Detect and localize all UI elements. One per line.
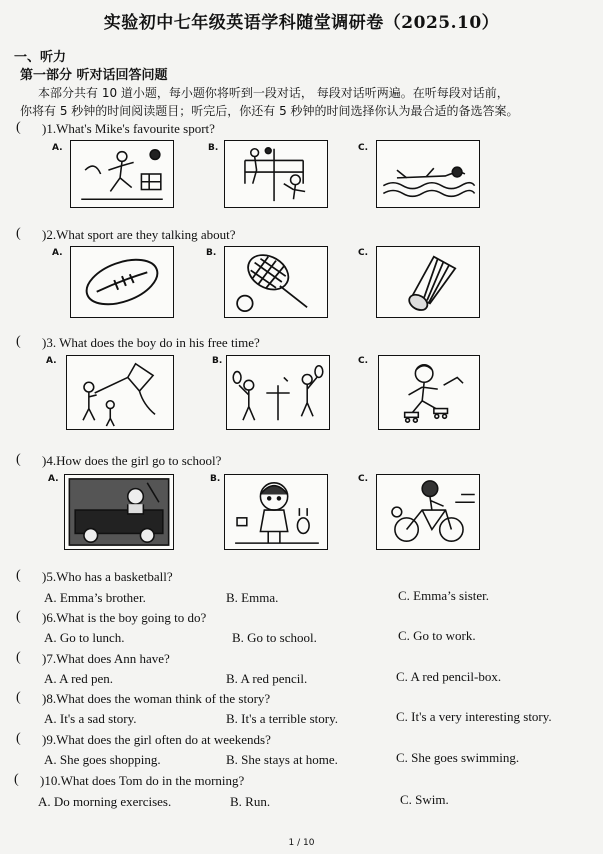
question-5: )5.Who has a basketball? [42,569,173,584]
q9-option-a[interactable]: A. She goes shopping. [44,752,161,767]
question-10: )10.What does Tom do in the morning? [40,773,245,788]
option-label-1a: A. [52,143,63,153]
q7-option-c[interactable]: C. A red pencil-box. [396,669,502,684]
q10-option-a[interactable]: A. Do morning exercises. [38,794,172,809]
walking-girl-icon[interactable] [224,474,328,550]
instructions-line-1: 本部分共有 10 道小题，每小题你将听到一段对话， 每段对话听两遍。在听每段对话前， [38,86,509,100]
answer-blank-5[interactable]: ( [16,568,21,583]
option-label-2c: C. [358,248,369,258]
answer-blank-8[interactable]: ( [16,690,21,705]
swimmer-icon[interactable] [376,140,480,208]
answer-blank-6[interactable]: ( [16,609,21,624]
q5-option-c[interactable]: C. Emma’s sister. [398,588,489,603]
answer-blank-7[interactable]: ( [16,650,21,665]
question-9: )9.What does the girl often do at weekends? [42,732,271,747]
option-label-3a: A. [46,356,57,366]
answer-blank-9[interactable]: ( [16,731,21,746]
q6-option-a[interactable]: A. Go to lunch. [44,630,125,645]
answer-blank-4[interactable]: ( [16,452,21,467]
instructions-line-2: 你将有 5 秒钟的时间阅读题目；听完后，你还有 5 秒钟的时间选择你认为最合适的备选答案。 [20,104,519,118]
car-icon[interactable] [64,474,174,550]
q7-option-b[interactable]: B. A red pencil. [226,671,308,686]
option-label-2a: A. [52,248,63,258]
option-label-3c: C. [358,356,369,366]
option-label-2b: B. [206,248,217,258]
q9-option-c[interactable]: C. She goes swimming. [396,750,520,765]
answer-blank-2[interactable]: ( [16,226,21,241]
question-1: )1.What's Mike's favourite sport? [42,121,215,136]
badminton-players-icon[interactable] [226,355,330,430]
q5-option-b[interactable]: B. Emma. [226,590,279,605]
q8-option-c[interactable]: C. It's a very interesting story. [396,709,552,724]
rugby-ball-icon[interactable] [70,246,174,318]
answer-blank-3[interactable]: ( [16,334,21,349]
part-heading: 第一部分 听对话回答问题 [20,68,168,83]
question-7: )7.What does Ann have? [42,651,170,666]
answer-blank-1[interactable]: ( [16,120,21,135]
section-heading: 一、听力 [14,50,67,65]
question-2: )2.What sport are they talking about? [42,227,236,242]
question-3: )3. What does the boy do in his free time? [42,335,260,350]
option-label-4c: C. [358,474,369,484]
page-number: 1 / 10 [288,838,315,848]
question-6: )6.What is the boy going to do? [42,610,207,625]
question-8: )8.What does the woman think of the story? [42,691,271,706]
q5-option-a[interactable]: A. Emma’s brother. [44,590,146,605]
roller-skating-icon[interactable] [378,355,480,430]
shuttlecock-icon[interactable] [376,246,480,318]
q10-option-b[interactable]: B. Run. [230,794,271,809]
option-label-1b: B. [208,143,219,153]
q6-option-b[interactable]: B. Go to school. [232,630,317,645]
option-label-1c: C. [358,143,369,153]
football-player-icon[interactable] [70,140,174,208]
option-label-4b: B. [210,474,221,484]
riding-bike-icon[interactable] [376,474,480,550]
volleyball-players-icon[interactable] [224,140,328,208]
option-label-4a: A. [48,474,59,484]
question-4: )4.How does the girl go to school? [42,453,222,468]
q8-option-b[interactable]: B. It's a terrible story. [226,711,338,726]
q9-option-b[interactable]: B. She stays at home. [226,752,338,767]
q6-option-c[interactable]: C. Go to work. [398,628,476,643]
page-title: 实验初中七年级英语学科随堂调研卷（2025.10） [103,13,500,33]
option-label-3b: B. [212,356,223,366]
q10-option-c[interactable]: C. Swim. [400,792,449,807]
answer-blank-10[interactable]: ( [14,772,19,787]
q7-option-a[interactable]: A. A red pen. [44,671,113,686]
flying-kite-icon[interactable] [66,355,174,430]
q8-option-a[interactable]: A. It's a sad story. [44,711,137,726]
tennis-racket-icon[interactable] [224,246,328,318]
